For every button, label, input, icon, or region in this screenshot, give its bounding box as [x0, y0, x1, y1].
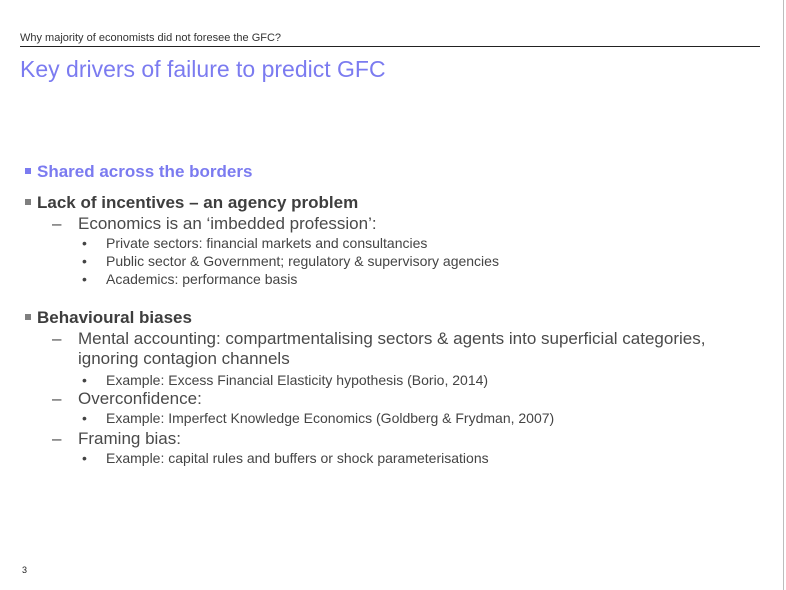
dash-bullet-icon: – [52, 214, 62, 233]
dot-bullet-icon: • [82, 410, 87, 426]
dot-bullet-icon: • [82, 235, 87, 251]
dot-bullet-icon: • [82, 372, 87, 388]
dash-bullet-icon: – [52, 329, 62, 348]
bullet-lack-of-incentives: Lack of incentives – an agency problem [37, 193, 359, 212]
list-item-example-capital-rules: Example: capital rules and buffers or shock parameterisations [106, 450, 489, 466]
square-bullet-icon [25, 199, 31, 205]
list-item-academics: Academics: performance basis [106, 271, 298, 287]
sub-bullet-imbedded-profession: Economics is an ‘imbedded profession’: [78, 214, 377, 233]
dash-bullet-icon: – [52, 429, 62, 448]
bullet-shared-borders: Shared across the borders [37, 162, 253, 181]
list-item-public-sector: Public sector & Government; regulatory & supervisory agencies [106, 253, 499, 269]
sub-bullet-overconfidence: Overconfidence: [78, 389, 202, 408]
sub-bullet-mental-accounting-cont: ignoring contagion channels [78, 349, 290, 368]
list-item-private-sectors: Private sectors: financial markets and consultancies [106, 235, 428, 251]
slide-title: Key drivers of failure to predict GFC [20, 56, 386, 82]
sub-bullet-mental-accounting: Mental accounting: compartmentalising sectors & agents into superficial categories, [78, 329, 706, 348]
square-bullet-icon [25, 168, 31, 174]
bullet-behavioural-biases: Behavioural biases [37, 308, 192, 327]
slide-header-subtitle: Why majority of economists did not foresee the GFC? [20, 32, 282, 44]
sub-bullet-framing-bias: Framing bias: [78, 429, 181, 448]
list-item-example-goldberg: Example: Imperfect Knowledge Economics (Goldberg & Frydman, 2007) [106, 410, 555, 426]
dot-bullet-icon: • [82, 253, 87, 269]
page-number: 3 [22, 565, 28, 575]
dot-bullet-icon: • [82, 271, 87, 287]
dash-bullet-icon: – [52, 389, 62, 408]
list-item-example-borio: Example: Excess Financial Elasticity hypothesis (Borio, 2014) [106, 372, 489, 388]
square-bullet-icon [25, 314, 31, 320]
dot-bullet-icon: • [82, 450, 87, 466]
